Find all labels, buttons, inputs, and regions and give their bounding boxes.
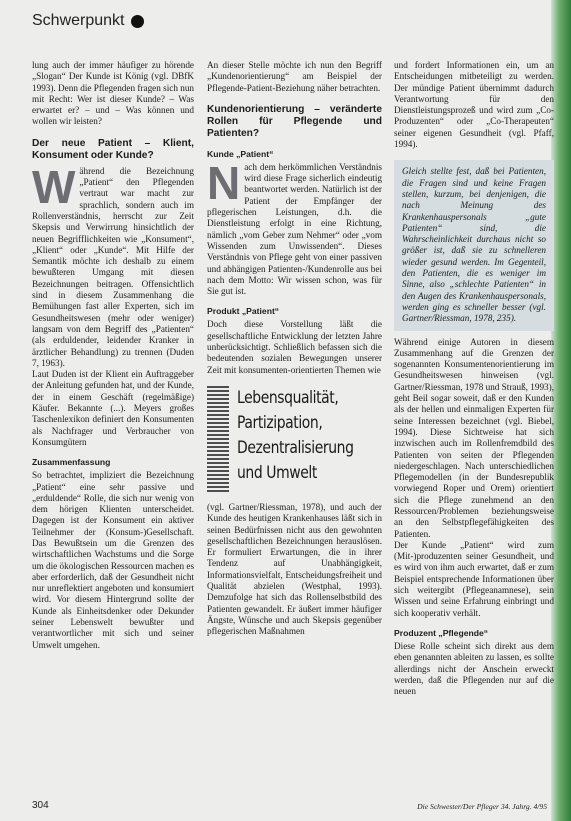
movements-paragraph: Doch diese Vorstellung läßt die gesellschaftliche Entwicklung der letzten Jahre unberücksichtigt. Schließlich befassen sich die bedeutenden sozialen Bewegungen unserer Zeit mit konsumenten-orientierten Themen wie [207, 319, 382, 375]
heading-new-patient: Der neue Patient – Klient, Konsument oder Kunde? [32, 137, 194, 161]
column-2 [207, 60, 382, 638]
bullet-dot-icon [131, 15, 144, 28]
heading-summary: Zusammenfassung [32, 457, 111, 468]
dropcap-letter: N [207, 156, 241, 209]
keyword-item: Lebensqualität, [237, 387, 339, 408]
paragraph-text: ach dem herkömmlichen Verständnis wird diese Frage sicherlich eindeutig beantwortet werden. Natürlich ist der Patient der Empfänger der pflegerischen Leistungen, d.h. die Dienstleistung erfolgt in eine Richtung, nämlich „vom Geber zum Nehmer“ oder „vom Wissenden zum Unwissenden“. Dieses Verständnis von Pflege geht von einer passiven und abhängigen Patienten-/Kundenrolle aus bei nach dem Motto: Wir wissen schon, was für Sie gut ist. [207, 161, 382, 297]
keywords-callout [207, 386, 382, 492]
column-1 [32, 60, 194, 651]
producer-paragraph: Diese Rolle scheint sich direkt aus dem eben genannten ableiten zu lassen, es sollte allerdings nicht der Anschein erweckt werden, daß die Pflegenden nur auf die neuen [394, 640, 554, 697]
paragraph-text: ährend die Bezeichnung „Patient“ den Pflegenden vertraut war macht zur sprachlich, sondern auch im Rollenverständnis, herrscht zur Zeit Skepsis und Verwirrung hinsichtlich der neuen Begrifflichkeiten wie „Konsument“, „Klient“ oder „Kunde“. Mit Hilfe der Semantik möchte ich deshalb zu einem bewußteren Umgang mit diesen Bezeichnungen beitragen. Offensichtlich sind in diesem Zusammenhang die Bemühungen fast aller Experten, sich im Gesundheitswesen (mehr oder weniger) langsam von dem Begriff des „Patienten“ (als erduldender, leidender Kranker in ärztlicher Behandlung) zu trennen (Duden 7, 1963). [32, 165, 194, 368]
journal-source: Die Schwester/Der Pfleger 34. Jahrg. 4/95 [417, 802, 547, 811]
heading-customer-orientation: Kundenorientierung – veränderte Rollen für Pflegende und Patienten? [207, 103, 382, 139]
keyword-item: Dezentralisierung [237, 437, 354, 458]
keyword-item: Partizipation, [237, 412, 323, 433]
keywords-list [237, 386, 354, 492]
dropcap-letter: W [32, 160, 76, 213]
quote-box: Gleich stellte fest, daß bei Patienten, die Fragen sind und keine Fragen stellen, kurzum, bei denjenigen, die nach Meinung des Krankenhauspersonals „gute Patienten“ sind, die Wahrscheinlichkeit durchaus nicht so größer ist, daß sie zu schnelleren wieder gesund werden. Im Gegenteil, den Patienten, die es weniger im Sinne, also „schlechte Patienten“ in den Augen des Krankenhauspersonals, werden ging es schneller besser (vgl. Gartner/Riessman, 1978, 235). [394, 160, 554, 330]
page-edge-decoration [551, 0, 571, 821]
intro-paragraph: An dieser Stelle möchte ich nun den Begriff „Kundenorientierung“ am Beispiel der Pflegende-Patient-Beziehung näher betrachten. [207, 60, 382, 93]
page-number: 304 [32, 800, 49, 811]
keyword-item: und Umwelt [237, 462, 317, 483]
paragraph-with-dropcap [207, 156, 382, 298]
co-producer-paragraph: und fordert Informationen ein, um an Entscheidungen mitbeteiligt zu werden. Der mündige Patient übernimmt dadurch Verantwortung für den Dienstleistungsprozeß und wird zum „Co-Produzenten“ oder „Co-Therapeuten“ seiner eigenen Gesundheit (vgl. Pfaff, 1994). [394, 60, 554, 150]
column-3 [394, 60, 554, 697]
heading-producer-nurses: Produzent „Pflegende“ [394, 627, 489, 638]
authors-paragraph: Während einige Autoren in diesem Zusammenhang auf die Grenzen der sogenannten Konsumentenorientierung im Gesundheitswesen hinweisen (vgl. Gartner/Riessman, 1978 und Strauß, 1993), geht Beil sogar soweit, daß er den Kunden als der hellen und einmaligen Experten für seine Interessen bezeichnet (vgl. Biebel, 1994). Diese Sichtweise hat sich inzwischen auch im Rollenfremdbild des Patienten von seiten der Pflegenden niedergeschlagen. Nach unterschiedlichen Pflegemodellen (in der Bundesrepublik vorwiegend Roper und Orem) orientiert sich die Pflege zunehmend an den Ressourcen/Problemen beziehungsweise an den Selbstpflegefähigkeiten des Patienten. [394, 336, 554, 539]
section-title: Schwerpunkt [32, 12, 125, 29]
paragraph-with-dropcap [32, 160, 194, 369]
halftone-bar-decoration [207, 386, 229, 492]
definition-paragraph: Laut Duden ist der Klient ein Auftraggeber der Anleitung gefunden hat, und der Kunde, der in einem Geschäft (regelmäßige) Käufer. Bekannte (...). Meyers großes Taschenlexikon definiert den Konsumenten als Nachfrager und Verbraucher von Konsumgütern [32, 369, 194, 447]
section-header [32, 10, 144, 32]
customer-role-paragraph: Der Kunde „Patient“ wird zum (Mit-)produzenten seiner Gesundheit, und es wird von ihm auch erwartet, daß er zum Beispiel entsprechende Informationen über sich weitergibt (Pflegeanamnese), sein Wissen und seine Erfahrung einbringt und sich kooperativ verhält. [394, 539, 554, 618]
intro-paragraph: lung auch der immer häufiger zu hörende „Slogan“ Der Kunde ist König (vgl. DBfK 1993). Denn die Pflegenden fragen sich nun mit Recht: Wer ist dieser Kunde? – Was erwartet er? – und – Was können und wollen wir leisten? [32, 60, 195, 127]
expectations-paragraph: (vgl. Gartner/Riessman, 1978), und auch der Kunde des heutigen Krankenhauses läßt sich in seinen Bedürfnissen nicht aus den gewohnten gesellschaftlichen Bezeichnungen herauslösen. Er formuliert Erwartungen, die in ihrer Tendenz auf Unabhängigkeit, Informationsvielfalt, Entscheidungsfreiheit und Qualität abzielen (Westphal, 1993). Demzufolge hat sich das Rollenselbstbild des Patienten gewandelt. Er äußert immer häufiger Ängste, Wünsche und auch Skepsis gegenüber pflegerischen Maßnahmen [207, 501, 382, 637]
heading-customer-patient: Kunde „Patient“ [207, 148, 274, 159]
summary-paragraph: So betrachtet, impliziert die Bezeichnung „Patient“ eine sehr passive und „erduldende“ Rolle, die sich nur wenig von dem hörigen Klienten unterscheidet. Dagegen ist der Konsument ein aktiver Teilnehmer der (Konsum-)Gesellschaft. Das Bewußtsein um die Grenzen des wirtschaftlichen Wachstums und die Sorge um die ökologischen Ressourcen machen es aber erforderlich, daß der Gesundheit nicht nur unreflektiert angeboten und konsumiert wird. Vor diesem Hintergrund sollte der Kunde als Einheitsdenker oder Dekunder seiner Lebenswelt bewußter und verantwortlicher mit sich und seiner Umwelt umgehen. [32, 470, 195, 650]
heading-product-patient: Produkt „Patient“ [207, 306, 280, 317]
